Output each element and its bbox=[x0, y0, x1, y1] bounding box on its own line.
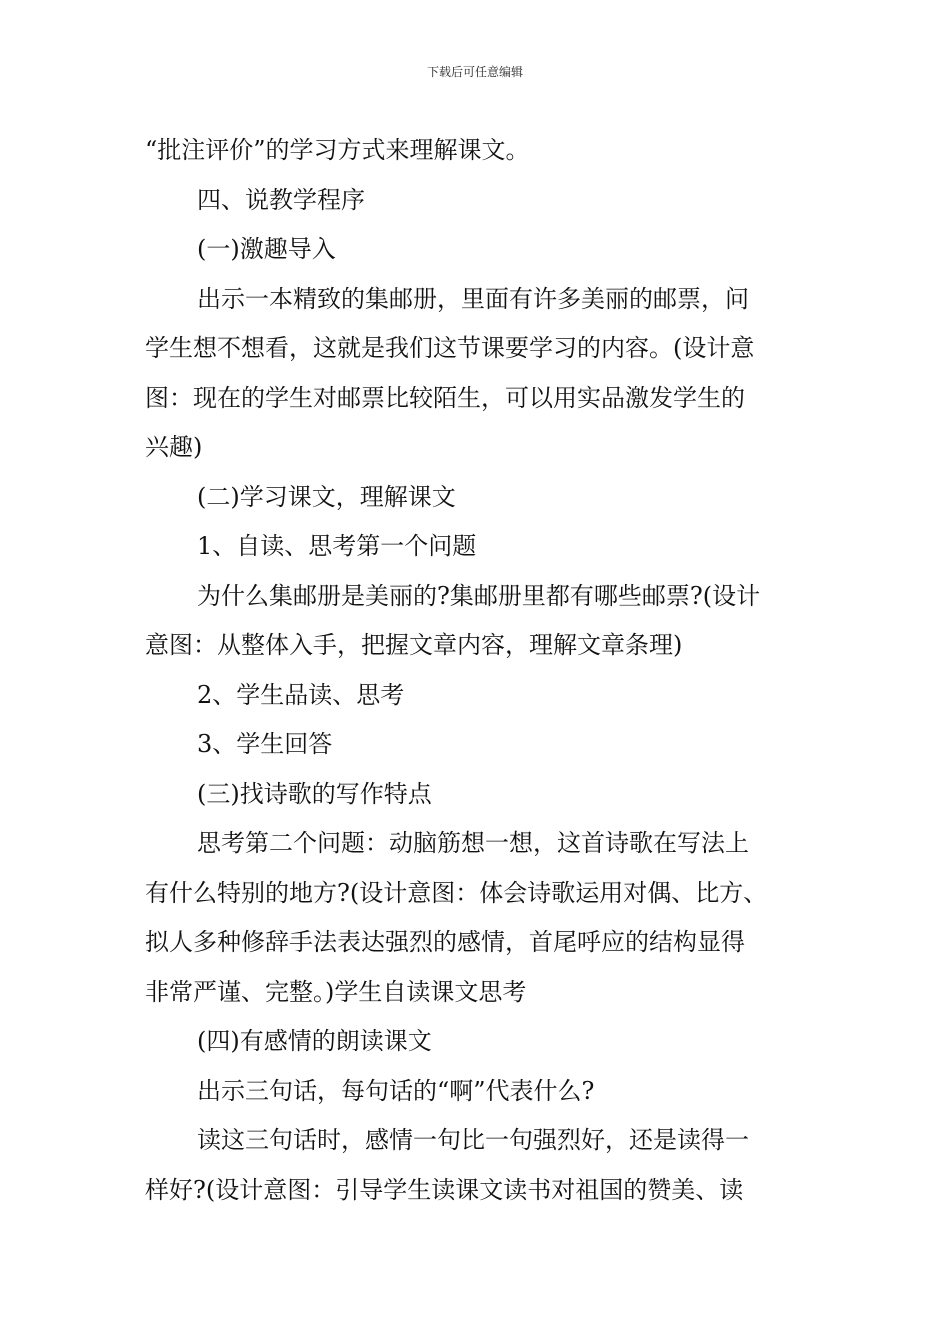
paragraph-line: 读这三句话时，感情一句比一句强烈好，还是读得一 bbox=[197, 1126, 749, 1154]
document-body bbox=[145, 126, 825, 1215]
paragraph bbox=[145, 671, 825, 721]
paragraph bbox=[145, 1017, 825, 1067]
paragraph bbox=[145, 275, 825, 473]
paragraph-line: 为什么集邮册是美丽的?集邮册里都有哪些邮票?(设计 bbox=[197, 581, 761, 610]
paragraph bbox=[145, 1067, 825, 1117]
paragraph bbox=[145, 770, 825, 820]
paragraph-line: “批注评价”的学习方式来理解课文。 bbox=[145, 136, 530, 164]
page-header: 下载后可任意编辑 bbox=[426, 65, 523, 79]
paragraph-line: 样好?(设计意图：引导学生读课文读书对祖国的赞美、读 bbox=[145, 1175, 744, 1204]
paragraph-line: 思考第二个问题：动脑筋想一想，这首诗歌在写法上 bbox=[197, 829, 749, 857]
paragraph-line: 拟人多种修辞手法表达强烈的感情，首尾呼应的结构显得 bbox=[145, 928, 745, 956]
paragraph-line: (三)找诗歌的写作特点 bbox=[197, 779, 432, 808]
paragraph-line: (二)学习课文，理解课文 bbox=[197, 482, 456, 511]
paragraph-line: 图：现在的学生对邮票比较陌生，可以用实品激发学生的 bbox=[145, 383, 745, 412]
paragraph bbox=[145, 1116, 825, 1215]
paragraph bbox=[145, 473, 825, 523]
paragraph-line: 意图：从整体入手，把握文章内容，理解文章条理) bbox=[145, 631, 683, 659]
paragraph bbox=[145, 126, 825, 176]
paragraph-line: 学生想不想看，这就是我们这节课要学习的内容。(设计意 bbox=[145, 334, 755, 362]
paragraph-line: 1、自读、思考第一个问题 bbox=[197, 532, 477, 560]
paragraph-line: (一)激趣导入 bbox=[197, 235, 336, 263]
paragraph-line: 非常严谨、完整。)学生自读课文思考 bbox=[145, 977, 527, 1006]
paragraph bbox=[145, 572, 825, 671]
paragraph-line: 有什么特别的地方?(设计意图：体会诗歌运用对偶、比方、 bbox=[145, 878, 768, 907]
paragraph-line: 2、学生品读、思考 bbox=[197, 680, 405, 709]
paragraph bbox=[145, 819, 825, 1017]
paragraph-line: 出示三句话，每句话的“啊”代表什么? bbox=[197, 1076, 595, 1105]
paragraph-line: 3、学生回答 bbox=[197, 730, 333, 758]
paragraph bbox=[145, 720, 825, 770]
paragraph-line: 兴趣) bbox=[145, 433, 203, 461]
paragraph-line: (四)有感情的朗读课文 bbox=[197, 1027, 432, 1055]
paragraph-line: 四、说教学程序 bbox=[197, 185, 365, 214]
paragraph-line: 出示一本精致的集邮册，里面有许多美丽的邮票，问 bbox=[197, 284, 749, 313]
paragraph bbox=[145, 522, 825, 572]
paragraph bbox=[145, 176, 825, 226]
paragraph bbox=[145, 225, 825, 275]
